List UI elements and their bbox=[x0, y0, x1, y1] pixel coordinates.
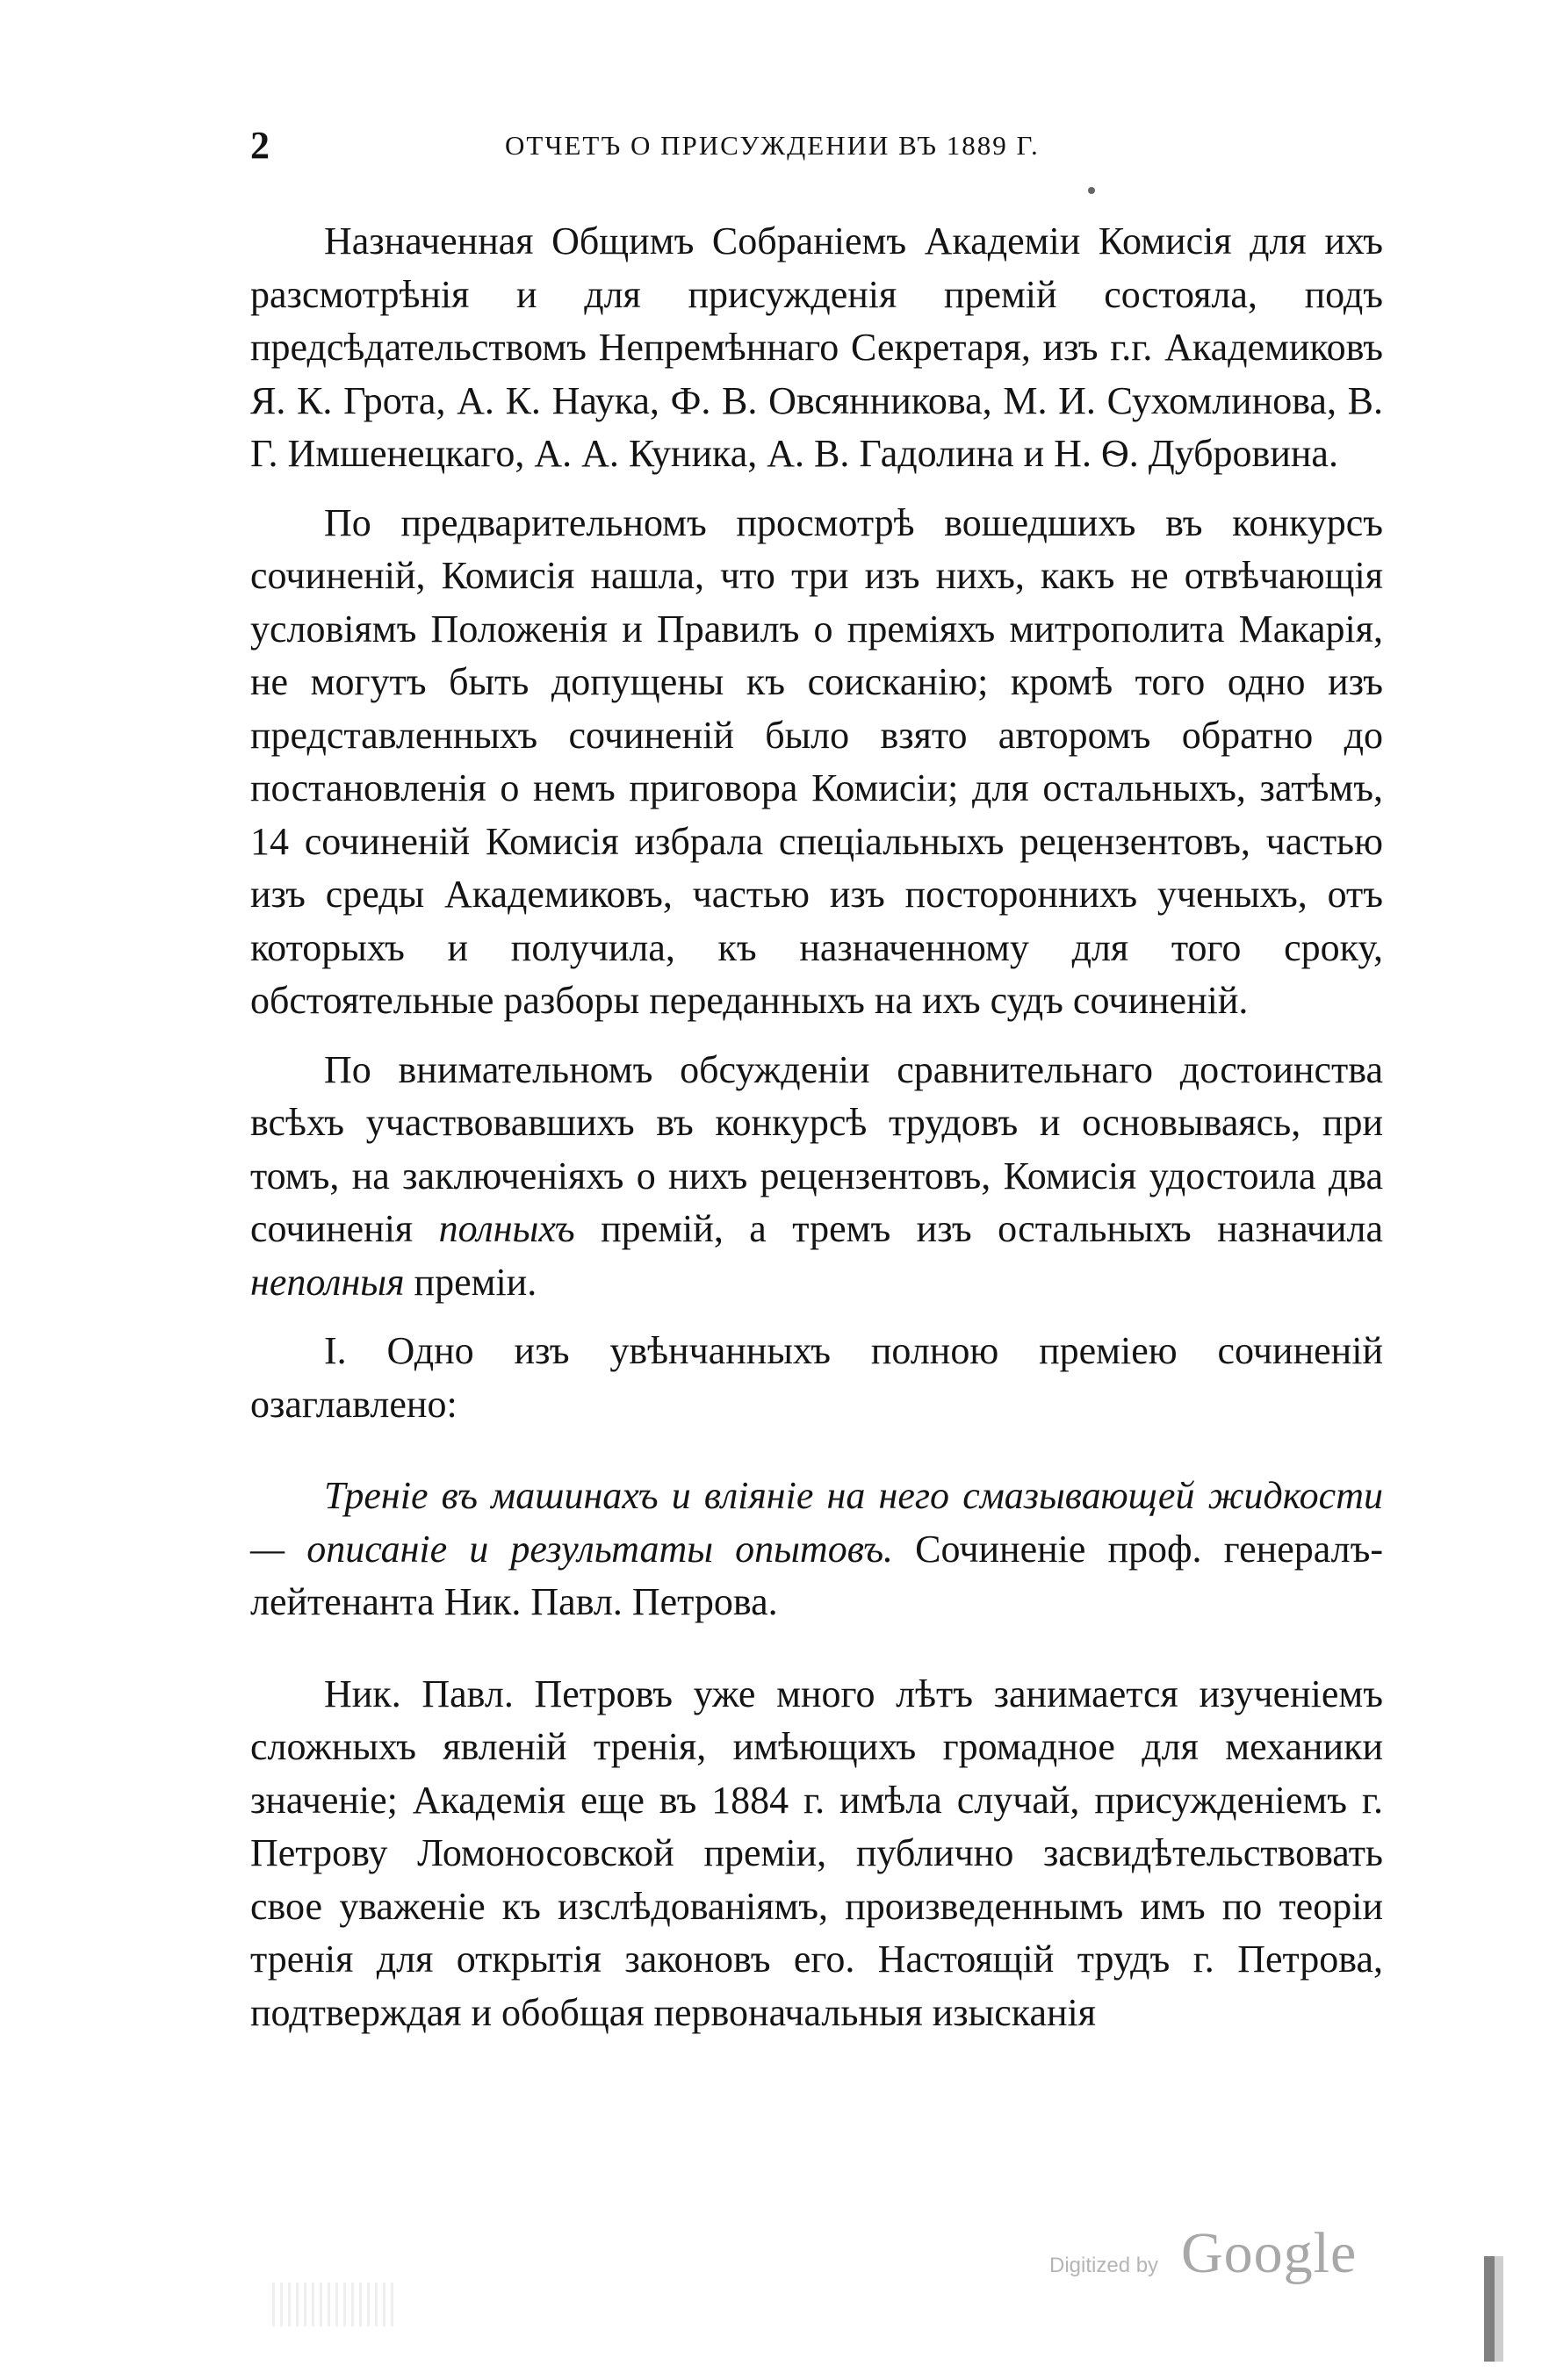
awards-text-b: премій, а тремъ изъ остальныхъ назначила bbox=[601, 1207, 1384, 1250]
awards-italic-partial: неполныя bbox=[250, 1260, 405, 1304]
google-logo: Google bbox=[1181, 2221, 1358, 2285]
paragraph-work-title bbox=[250, 1470, 1383, 1629]
paragraph-commission: Назначенная Общимъ Собраніемъ Академіи Комисія для ихъ разсмотрѣнія и для присужденія премій состояла, подъ предсѣдательствомъ Непремѣннаго Секретаря, изъ г.г. Академиковъ Я. К. Грота, А. К. Наука, Ф. В. Овсянникова, М. И. Сухомлинова, В. Г. Имшенецкаго, А. А. Куника, А. В. Гадолина и Н. Ѳ. Дубровина. bbox=[250, 219, 1383, 475]
paragraph-first-award: I. Одно изъ увѣнчанныхъ полною преміею сочиненій озаглавлено: bbox=[250, 1329, 1383, 1426]
running-head: ОТЧЕТЪ О ПРИСУЖДЕНИИ ВЪ 1889 Г. bbox=[505, 130, 1040, 161]
work-title: Треніе въ машинахъ и вліяніе на него смазывающей жидкости — описаніе и результаты опытовъ. bbox=[250, 1474, 1383, 1571]
page-header bbox=[250, 123, 1383, 176]
paragraph-preliminary-review: По предварительномъ просмотрѣ вошедшихъ въ конкурсъ сочиненій, Комисія нашла, что три изъ нихъ, какъ не отвѣчающія условіямъ Положенія и Правилъ о преміяхъ митрополита Макарія, не могутъ быть допущены къ соисканію; кромѣ того одно изъ представленныхъ сочиненій было взято авторомъ обратно до постановленія о немъ приговора Комисіи; для остальныхъ, затѣмъ, 14 сочиненій Комисія избрала спеціальныхъ рецензентовъ, частью изъ среды Академиковъ, частью изъ постороннихъ ученыхъ, отъ которыхъ и получила, къ назначенному для того сроку, обстоятельные разборы переданныхъ на ихъ судъ сочиненій. bbox=[250, 500, 1383, 1022]
awards-italic-full: полныхъ bbox=[438, 1207, 575, 1250]
work-author: Сочиненіе проф. генералъ-лейтенанта Ник. Павл. Петрова. bbox=[250, 1527, 1383, 1623]
digitized-watermark bbox=[1049, 2221, 1409, 2287]
body-text bbox=[250, 215, 1383, 2039]
paragraph-petrov: Ник. Павл. Петровъ уже много лѣтъ занимается изученіемъ сложныхъ явленій тренія, имѣющихъ громадное для механики значеніе; Академія еще въ 1884 г. имѣла случай, присужденіемъ г. Петрову Ломоносовской преміи, публично засвидѣтельствовать свое уваженіе къ изслѣдованіямъ, произведеннымъ имъ по теоріи тренія для открытія законовъ его. Настоящій трудъ г. Петрова, подтверждая и обобщая первоначальныя изысканія bbox=[250, 1672, 1383, 2034]
scan-artifact-right bbox=[1484, 2256, 1519, 2362]
ink-speck bbox=[1088, 187, 1095, 194]
page-number: 2 bbox=[250, 124, 270, 167]
scan-artifact-left bbox=[272, 2283, 395, 2326]
paragraph-awards bbox=[250, 1044, 1383, 1310]
awards-text-c: преміи. bbox=[414, 1260, 537, 1304]
awards-text-a: По внимательномъ обсужденіи сравнительнаго достоинства всѣхъ участвовавшихъ въ конкурсѣ трудовъ и основываясь, при томъ, на заключеніяхъ о нихъ рецензентовъ, Комисія удостоила два сочиненія bbox=[250, 1047, 1383, 1250]
digitized-by-label: Digitized by bbox=[1049, 2254, 1159, 2277]
